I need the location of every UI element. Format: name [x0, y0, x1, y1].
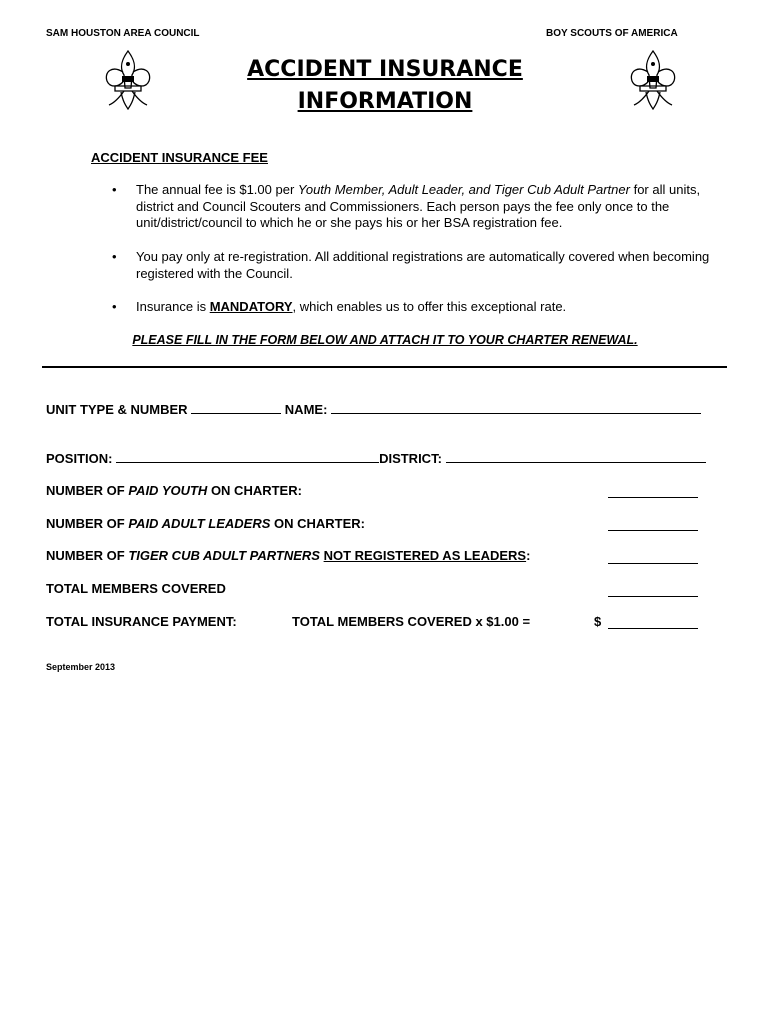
divider	[42, 366, 727, 368]
district-label: DISTRICT:	[379, 451, 446, 466]
label-text: NUMBER OF	[46, 483, 129, 498]
currency-symbol: $	[594, 614, 602, 629]
total-members-label: TOTAL MEMBERS COVERED	[46, 581, 226, 596]
mandatory-text: Insurance is	[136, 299, 210, 314]
document-title-line2: INFORMATION	[297, 89, 473, 114]
document-title-line1: ACCIDENT INSURANCE	[247, 57, 523, 82]
label-text: ON CHARTER:	[270, 516, 365, 531]
organization-name: BOY SCOUTS OF AMERICA	[546, 28, 678, 39]
position-label: POSITION:	[46, 451, 117, 466]
unit-type-field[interactable]	[191, 401, 281, 414]
mandatory-text-rest: , which enables us to offer this exceptional rate.	[292, 299, 567, 314]
label-text: NUMBER OF	[46, 548, 129, 563]
fee-bullet	[136, 182, 736, 232]
district-field[interactable]	[446, 450, 706, 463]
label-text: NUMBER OF	[46, 516, 129, 531]
label-emphasis: PAID YOUTH	[128, 483, 208, 498]
tiger-cub-field[interactable]	[608, 563, 698, 564]
position-district-row	[46, 450, 706, 466]
mandatory-emphasis: MANDATORY	[209, 299, 293, 314]
mandatory-bullet	[136, 299, 736, 316]
total-formula: TOTAL MEMBERS COVERED x $1.00 =	[292, 614, 531, 629]
total-payment-label: TOTAL INSURANCE PAYMENT:	[46, 614, 237, 629]
label-text: ON CHARTER:	[207, 483, 302, 498]
bullet-icon: •	[112, 299, 117, 314]
unit-name-row	[46, 401, 701, 417]
bullet-icon: •	[112, 249, 117, 264]
label-emphasis: TIGER CUB ADULT PARTNERS	[128, 548, 320, 563]
fee-text-rest: for all units, district and Council Scouters and Commissioners. Each person pays the fee only once to the unit/district/council to which he or she pays his or her BSA registration fee.	[136, 182, 701, 230]
position-field[interactable]	[116, 450, 379, 463]
name-field[interactable]	[331, 401, 701, 414]
instruction-text: PLEASE FILL IN THE FORM BELOW AND ATTACH IT TO YOUR CHARTER RENEWAL.	[132, 333, 638, 347]
unit-type-label: UNIT TYPE & NUMBER	[46, 402, 192, 417]
label-underline: NOT REGISTERED AS LEADERS	[323, 548, 527, 563]
section-heading: ACCIDENT INSURANCE FEE	[91, 150, 268, 165]
label-text: :	[526, 548, 531, 563]
paid-youth-field[interactable]	[608, 497, 698, 498]
bsa-emblem-left-icon	[101, 48, 155, 112]
council-name: SAM HOUSTON AREA COUNCIL	[46, 28, 200, 39]
total-payment-field[interactable]	[608, 628, 698, 629]
revision-date: September 2013	[46, 662, 116, 672]
paid-adult-field[interactable]	[608, 530, 698, 531]
covered-members-text: Youth Member, Adult Leader, and Tiger Cub Adult Partner	[297, 182, 630, 197]
bsa-emblem-right-icon	[626, 48, 680, 112]
paid-adult-label	[46, 516, 365, 531]
bullet-icon: •	[112, 182, 117, 197]
total-members-field[interactable]	[608, 596, 698, 597]
label-emphasis: PAID ADULT LEADERS	[128, 516, 271, 531]
paid-youth-label	[46, 483, 302, 498]
tiger-cub-label	[46, 548, 530, 563]
fee-text: The annual fee is $1.00 per	[136, 182, 298, 197]
name-label: NAME:	[284, 402, 332, 417]
reregistration-bullet: You pay only at re-registration. All additional registrations are automatically covered when becoming registered with the Council.	[136, 249, 710, 281]
